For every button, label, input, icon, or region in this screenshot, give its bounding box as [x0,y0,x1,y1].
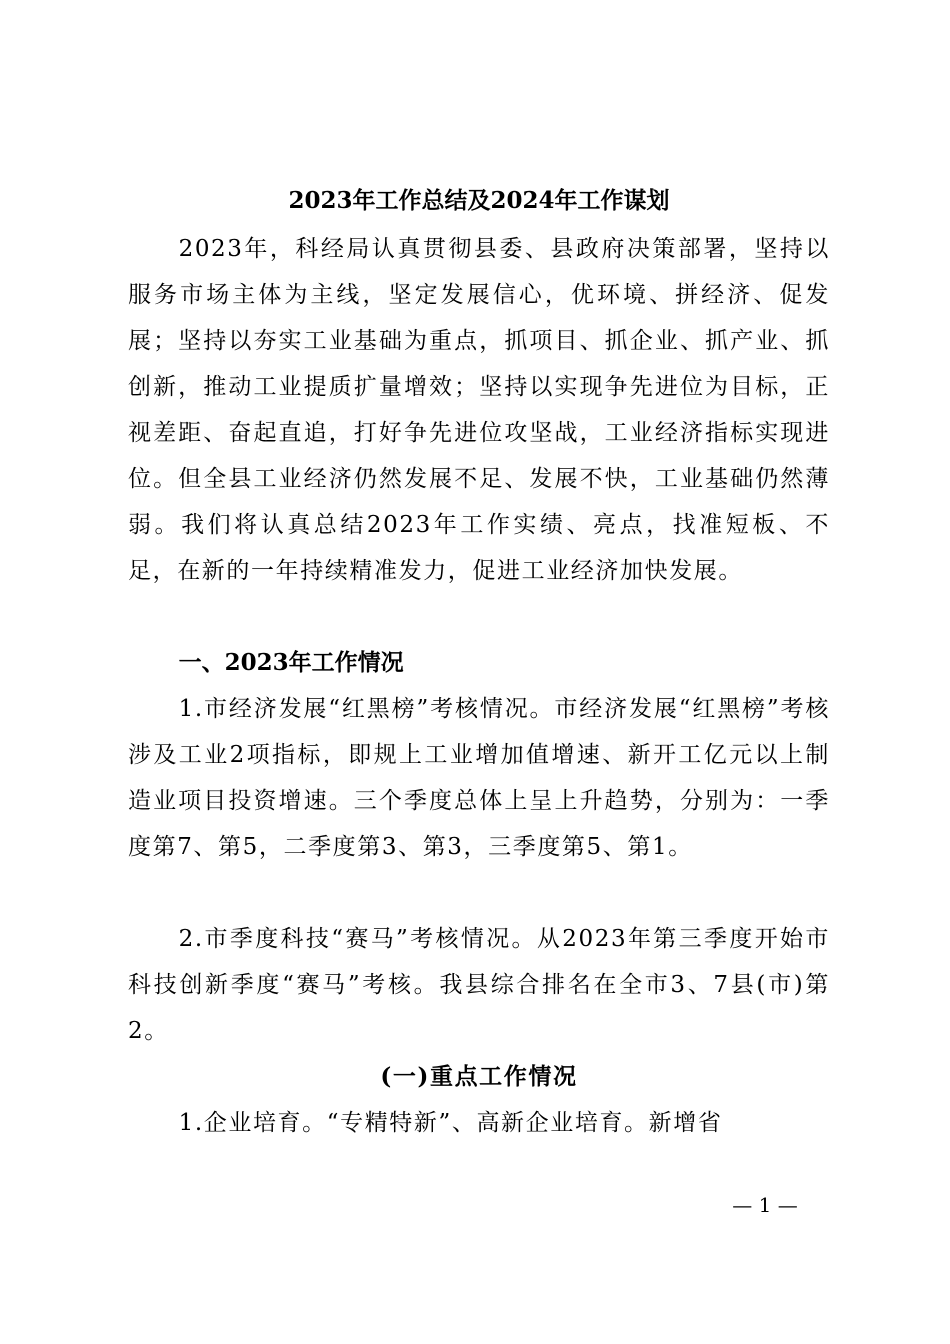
paragraph-enterprise-cultivation: 1.企业培育。“专精特新”、高新企业培育。新增省 [178,1110,723,1136]
intro-paragraph: 2023年，科经局认真贯彻县委、县政府决策部署，坚持以服务市场主体为主线，坚定发展信心，优环境、拼经济、促发展；坚持以夯实工业基础为重点，抓项目、抓企业、抓产业、抓创新，推动工业提质扩量增效；坚持以实现争先进位为目标，正视差距、奋起直追，打好争先进位攻坚战，工业经济指标实现进位。但全县工业经济仍然发展不足、发展不快，工业基础仍然薄弱。我们将认真总结2023年工作实绩、亮点，找准短板、不足，在新的一年持续精准发力，促进工业经济加快发展。 [128,236,830,584]
paragraph-tech-horse-race: 2.市季度科技“赛马”考核情况。从2023年第三季度开始市科技创新季度“赛马”考核。我县综合排名在全市3、7县(市)第2。 [128,926,830,1044]
document-title: 2023年工作总结及2024年工作谋划 [288,187,670,214]
page-number: — 1 — [732,1193,798,1217]
subsection-heading-key-work: (一)重点工作情况 [380,1063,578,1090]
paragraph-red-black-list: 1.市经济发展“红黑榜”考核情况。市经济发展“红黑榜”考核涉及工业2项指标，即规上工业增加值增速、新开工亿元以上制造业项目投资增速。三个季度总体上呈上升趋势，分别为：一季度第7、第5，二季度第3、第3，三季度第5、第1。 [128,696,830,860]
section-heading-work-status: 一、2023年工作情况 [178,649,404,676]
